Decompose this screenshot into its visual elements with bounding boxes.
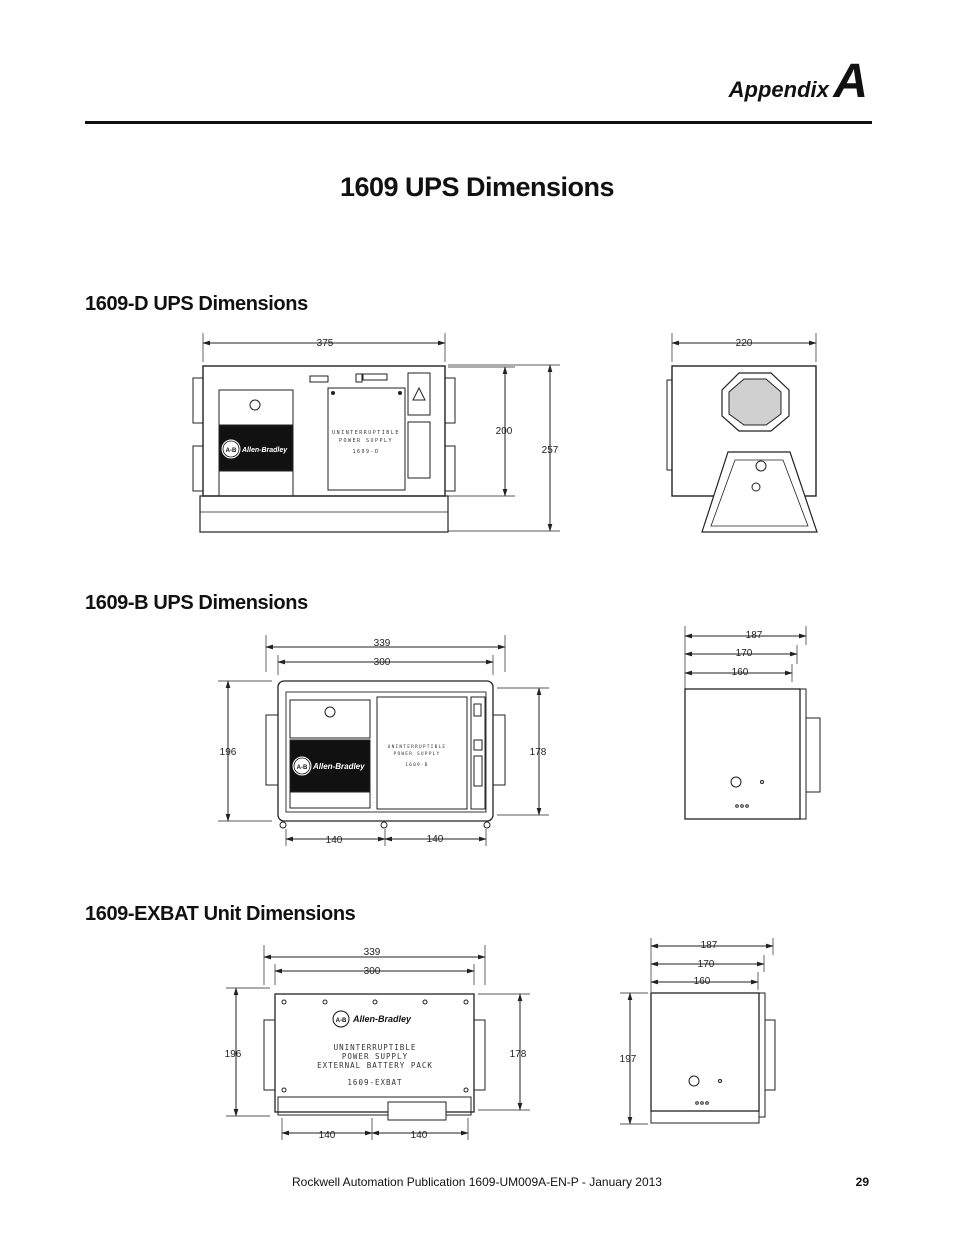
ab-logo-1609-d: A-B xyxy=(225,448,237,454)
dim-1609-b-hole-left: 140 xyxy=(325,835,343,846)
appendix-word: Appendix xyxy=(728,77,829,102)
drawing-1609-b-side xyxy=(685,626,820,819)
dim-1609-b-hole-right: 140 xyxy=(426,834,444,845)
label-1609-d-model: 1609-D xyxy=(352,449,380,455)
dim-1609-exbat-hole-right: 140 xyxy=(410,1130,428,1141)
section-title-1609-exbat: 1609-EXBAT Unit Dimensions xyxy=(85,903,356,925)
label-1609-d-line2: POWER SUPPLY xyxy=(338,438,394,444)
label-1609-b-model: 1609-B xyxy=(405,763,429,768)
dim-1609-d-width: 375 xyxy=(316,338,334,349)
label-1609-b-line2: POWER SUPPLY xyxy=(393,752,441,757)
footer-page-number: 29 xyxy=(855,1175,869,1189)
dim-1609-b-width-inner: 300 xyxy=(373,657,391,668)
dim-1609-exbat-height-outer: 196 xyxy=(224,1049,242,1060)
dim-1609-exbat-side-height: 197 xyxy=(619,1054,637,1065)
dim-1609-d-height-total: 257 xyxy=(541,445,559,456)
drawing-1609-d-side xyxy=(667,333,817,532)
ab-logo-1609-b: A-B xyxy=(296,765,308,771)
dim-1609-exbat-width-outer: 339 xyxy=(363,947,381,958)
brand-1609-b: Allen-Bradley xyxy=(313,762,365,771)
label-1609-exbat-line1: UNINTERRUPTIBLE xyxy=(333,1043,417,1052)
label-1609-exbat-line3: EXTERNAL BATTERY PACK xyxy=(317,1061,433,1070)
dim-1609-b-height-inner: 178 xyxy=(529,747,547,758)
label-1609-d-line1: UNINTERRUPTIBLE xyxy=(332,430,400,436)
brand-1609-exbat: Allen-Bradley xyxy=(353,1014,412,1024)
ab-logo-1609-exbat: A-B xyxy=(335,1018,347,1024)
dim-1609-exbat-depth-outer: 187 xyxy=(700,940,718,951)
dim-1609-b-width-outer: 339 xyxy=(373,638,391,649)
label-1609-exbat-line2: POWER SUPPLY xyxy=(341,1052,409,1061)
dim-1609-exbat-width-inner: 300 xyxy=(363,966,381,977)
footer-publication: Rockwell Automation Publication 1609-UM009A-EN-P - January 2013 xyxy=(292,1175,662,1189)
dim-1609-exbat-height-inner: 178 xyxy=(509,1049,527,1060)
dim-1609-b-depth-mid: 170 xyxy=(735,648,753,659)
dim-1609-d-depth: 220 xyxy=(735,338,753,349)
dim-1609-b-depth-inner: 160 xyxy=(731,667,749,678)
label-1609-exbat-model: 1609-EXBAT xyxy=(347,1078,403,1087)
dim-1609-exbat-hole-left: 140 xyxy=(318,1130,336,1141)
dim-1609-exbat-depth-inner: 160 xyxy=(693,976,711,987)
dim-1609-exbat-depth-mid: 170 xyxy=(697,959,715,970)
page-title: 1609 UPS Dimensions xyxy=(339,172,615,202)
dim-1609-b-depth-outer: 187 xyxy=(745,630,763,641)
appendix-letter: A xyxy=(833,55,868,108)
brand-1609-d: Allen-Bradley xyxy=(242,447,288,454)
label-1609-b-line1: UNINTERRUPTIBLE xyxy=(387,745,447,750)
dim-1609-d-height-inner: 200 xyxy=(495,426,513,437)
section-title-1609-d: 1609-D UPS Dimensions xyxy=(85,293,308,315)
section-title-1609-b: 1609-B UPS Dimensions xyxy=(85,592,308,614)
dim-1609-b-height-outer: 196 xyxy=(219,747,237,758)
